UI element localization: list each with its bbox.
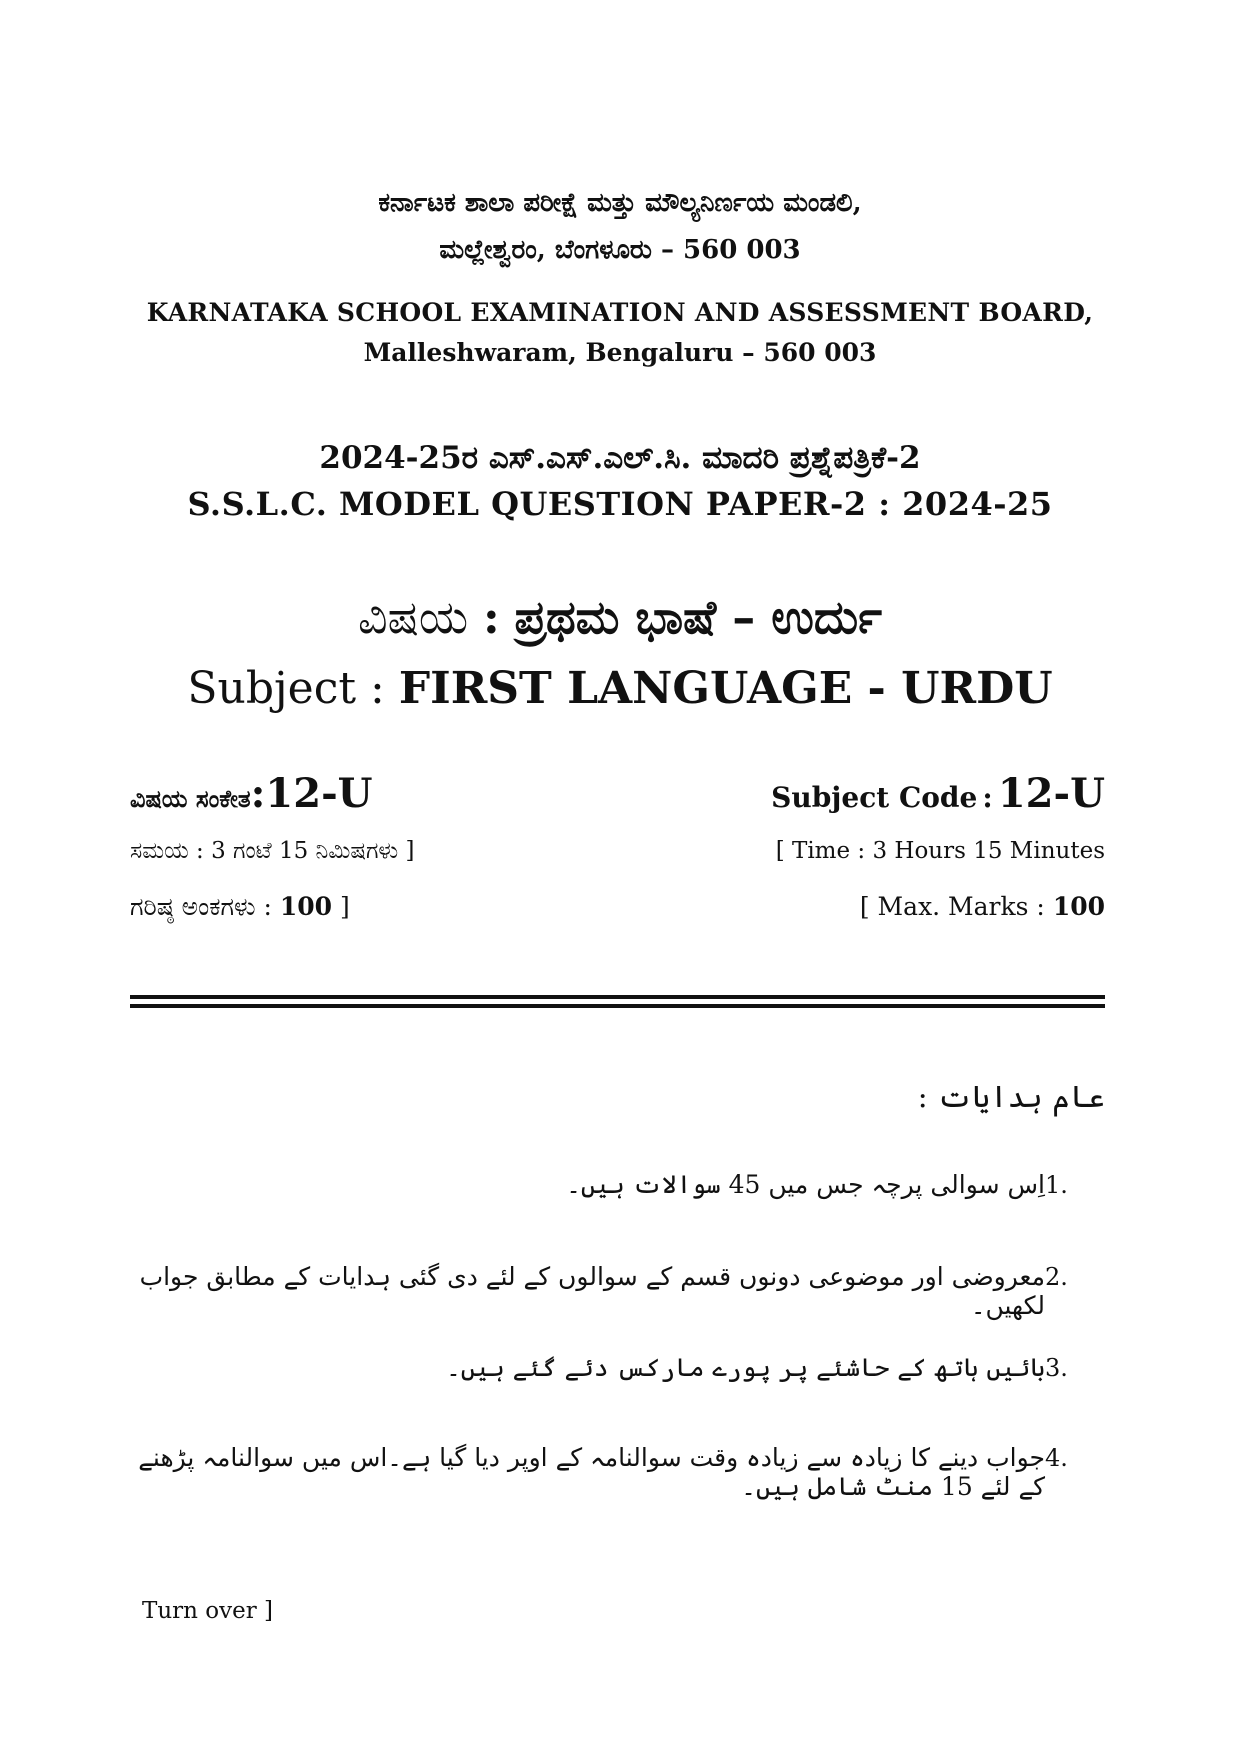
instruction-text: اِس سوالی پرچہ جس میں 45 سوالات ہیں۔ bbox=[566, 1170, 1045, 1199]
instruction-item bbox=[130, 1443, 1105, 1501]
kannada-paper-title: 2024-25ರ ಎಸ್.ಎಸ್.ಎಲ್.ಸಿ. ಮಾದರಿ ಪ್ರಶ್ನೆಪತ್ರಿಕೆ-2 bbox=[319, 440, 921, 476]
time-row bbox=[130, 838, 1105, 864]
instruction-item bbox=[130, 1170, 1105, 1199]
instructions-title: عام ہدایات : bbox=[917, 1080, 1105, 1115]
kannada-marks-value: 100 bbox=[279, 892, 333, 921]
instruction-text: جواب دینے کا زیادہ سے زیادہ وقت سوالنامہ کے اوپر دیا گیا ہے۔اس میں سوالنامہ پڑھنے کے لئے 15 منٹ شامل ہیں۔ bbox=[138, 1443, 1045, 1501]
subject-code-row bbox=[130, 770, 1105, 817]
kannada-subject-label: ವಿಷಯ bbox=[357, 590, 469, 644]
english-paper-title: S.S.L.C. MODEL QUESTION PAPER-2 : 2024-25 bbox=[187, 485, 1053, 523]
english-subject-colon: : bbox=[370, 663, 385, 714]
kannada-code-label: ವಿಷಯ ಸಂಕೇತ bbox=[130, 784, 251, 813]
marks-row bbox=[130, 892, 1105, 922]
english-code-colon: : bbox=[982, 781, 993, 814]
instruction-number: 1. bbox=[1045, 1171, 1068, 1199]
instruction-item bbox=[130, 1262, 1105, 1320]
kannada-marks bbox=[130, 892, 350, 922]
instruction-item bbox=[130, 1353, 1105, 1382]
english-marks bbox=[860, 892, 1105, 921]
english-marks-value: 100 bbox=[1052, 892, 1105, 921]
kannada-subject-code bbox=[130, 770, 373, 817]
kannada-subject-line bbox=[0, 590, 1240, 646]
kannada-time: ಸಮಯ : 3 ಗಂಟೆ 15 ನಿಮಿಷಗಳು ] bbox=[130, 838, 415, 864]
kannada-code-colon: : bbox=[250, 770, 266, 817]
kannada-subject-name: ಪ್ರಥಮ ಭಾಷೆ – ಉರ್ದು bbox=[514, 590, 882, 644]
turn-over-note: Turn over ] bbox=[142, 1598, 274, 1624]
english-time: [ Time : 3 Hours 15 Minutes bbox=[775, 838, 1105, 864]
kannada-code-value: 12-U bbox=[265, 770, 373, 817]
english-subject-line bbox=[0, 663, 1240, 714]
instruction-number: 3. bbox=[1045, 1354, 1068, 1382]
kannada-marks-bracket: ] bbox=[340, 892, 350, 921]
instruction-number: 4. bbox=[1045, 1444, 1068, 1472]
english-subject-code bbox=[771, 770, 1105, 817]
kannada-subject-colon: : bbox=[482, 590, 500, 644]
divider-line-bottom bbox=[130, 1004, 1105, 1008]
english-code-label: Subject Code bbox=[771, 781, 978, 814]
instruction-text: معروضی اور موضوعی دونوں قسم کے سوالوں کے لئے دی گئی ہدایات کے مطابق جواب لکھیں۔ bbox=[139, 1262, 1045, 1320]
kannada-board-name: ಕರ್ನಾಟಕ ಶಾಲಾ ಪರೀಕ್ಷೆ ಮತ್ತು ಮೌಲ್ಯನಿರ್ಣಯ ಮಂಡಲಿ, bbox=[378, 188, 862, 218]
kannada-marks-label: ಗರಿಷ್ಠ ಅಂಕಗಳು : bbox=[130, 892, 272, 921]
divider-line-top bbox=[130, 995, 1105, 999]
kannada-board-address: ಮಲ್ಲೇಶ್ವರಂ, ಬೆಂಗಳೂರು – 560 003 bbox=[439, 235, 801, 265]
english-board-name: KARNATAKA SCHOOL EXAMINATION AND ASSESSMENT BOARD, bbox=[146, 298, 1094, 327]
english-code-value: 12-U bbox=[997, 770, 1105, 817]
english-subject-label: Subject bbox=[187, 663, 357, 714]
english-board-address: Malleshwaram, Bengaluru – 560 003 bbox=[363, 338, 877, 367]
english-subject-name: FIRST LANGUAGE - URDU bbox=[398, 663, 1053, 714]
instruction-text: بائیں ہاتھ کے حاشئے پر پورے مارکس دئے گئے ہیں۔ bbox=[446, 1353, 1045, 1382]
instruction-number: 2. bbox=[1045, 1263, 1068, 1291]
english-marks-label: [ Max. Marks : bbox=[859, 892, 1045, 921]
